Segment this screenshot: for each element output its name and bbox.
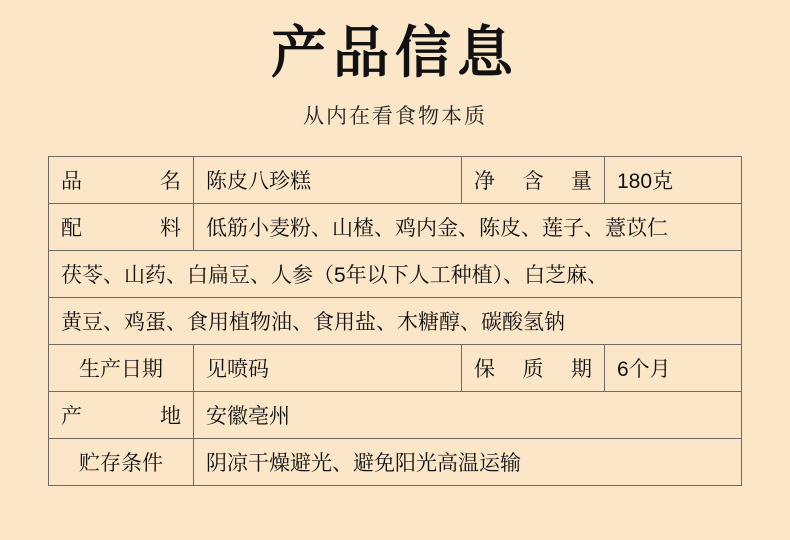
table-row — [49, 156, 742, 203]
row-label-shelf-life: 保 质 期 — [462, 344, 605, 391]
row-label-production-date: 生产日期 — [49, 344, 194, 391]
row-label-ingredients: 配 料 — [49, 203, 194, 250]
table-row — [49, 203, 742, 250]
row-value-production-date: 见喷码 — [194, 344, 462, 391]
product-info-table-wrap — [48, 156, 742, 486]
row-value-ingredients-line-1: 低筋小麦粉、山楂、鸡内金、陈皮、莲子、薏苡仁 — [194, 203, 742, 250]
table-row — [49, 391, 742, 438]
row-value-origin: 安徽亳州 — [194, 391, 742, 438]
page-title: 产品信息 — [271, 21, 519, 84]
row-value-ingredients-line-2: 茯苓、山药、白扁豆、人参（5年以下人工种植）、白芝麻、 — [49, 250, 742, 297]
table-row — [49, 344, 742, 391]
row-value-net-content: 180克 — [605, 156, 742, 203]
row-label-origin: 产 地 — [49, 391, 194, 438]
page-subtitle: 从内在看食物本质 — [303, 104, 487, 128]
row-value-product-name: 陈皮八珍糕 — [194, 156, 462, 203]
table-row — [49, 438, 742, 485]
table-row — [49, 297, 742, 344]
row-value-ingredients-line-3: 黄豆、鸡蛋、食用植物油、食用盐、木糖醇、碳酸氢钠 — [49, 297, 742, 344]
row-label-product-name: 品 名 — [49, 156, 194, 203]
row-label-storage: 贮存条件 — [49, 438, 194, 485]
product-info-table — [48, 156, 742, 486]
row-value-shelf-life: 6个月 — [605, 344, 742, 391]
row-value-storage: 阴凉干燥避光、避免阳光高温运输 — [194, 438, 742, 485]
row-label-net-content: 净 含 量 — [462, 156, 605, 203]
table-row — [49, 250, 742, 297]
